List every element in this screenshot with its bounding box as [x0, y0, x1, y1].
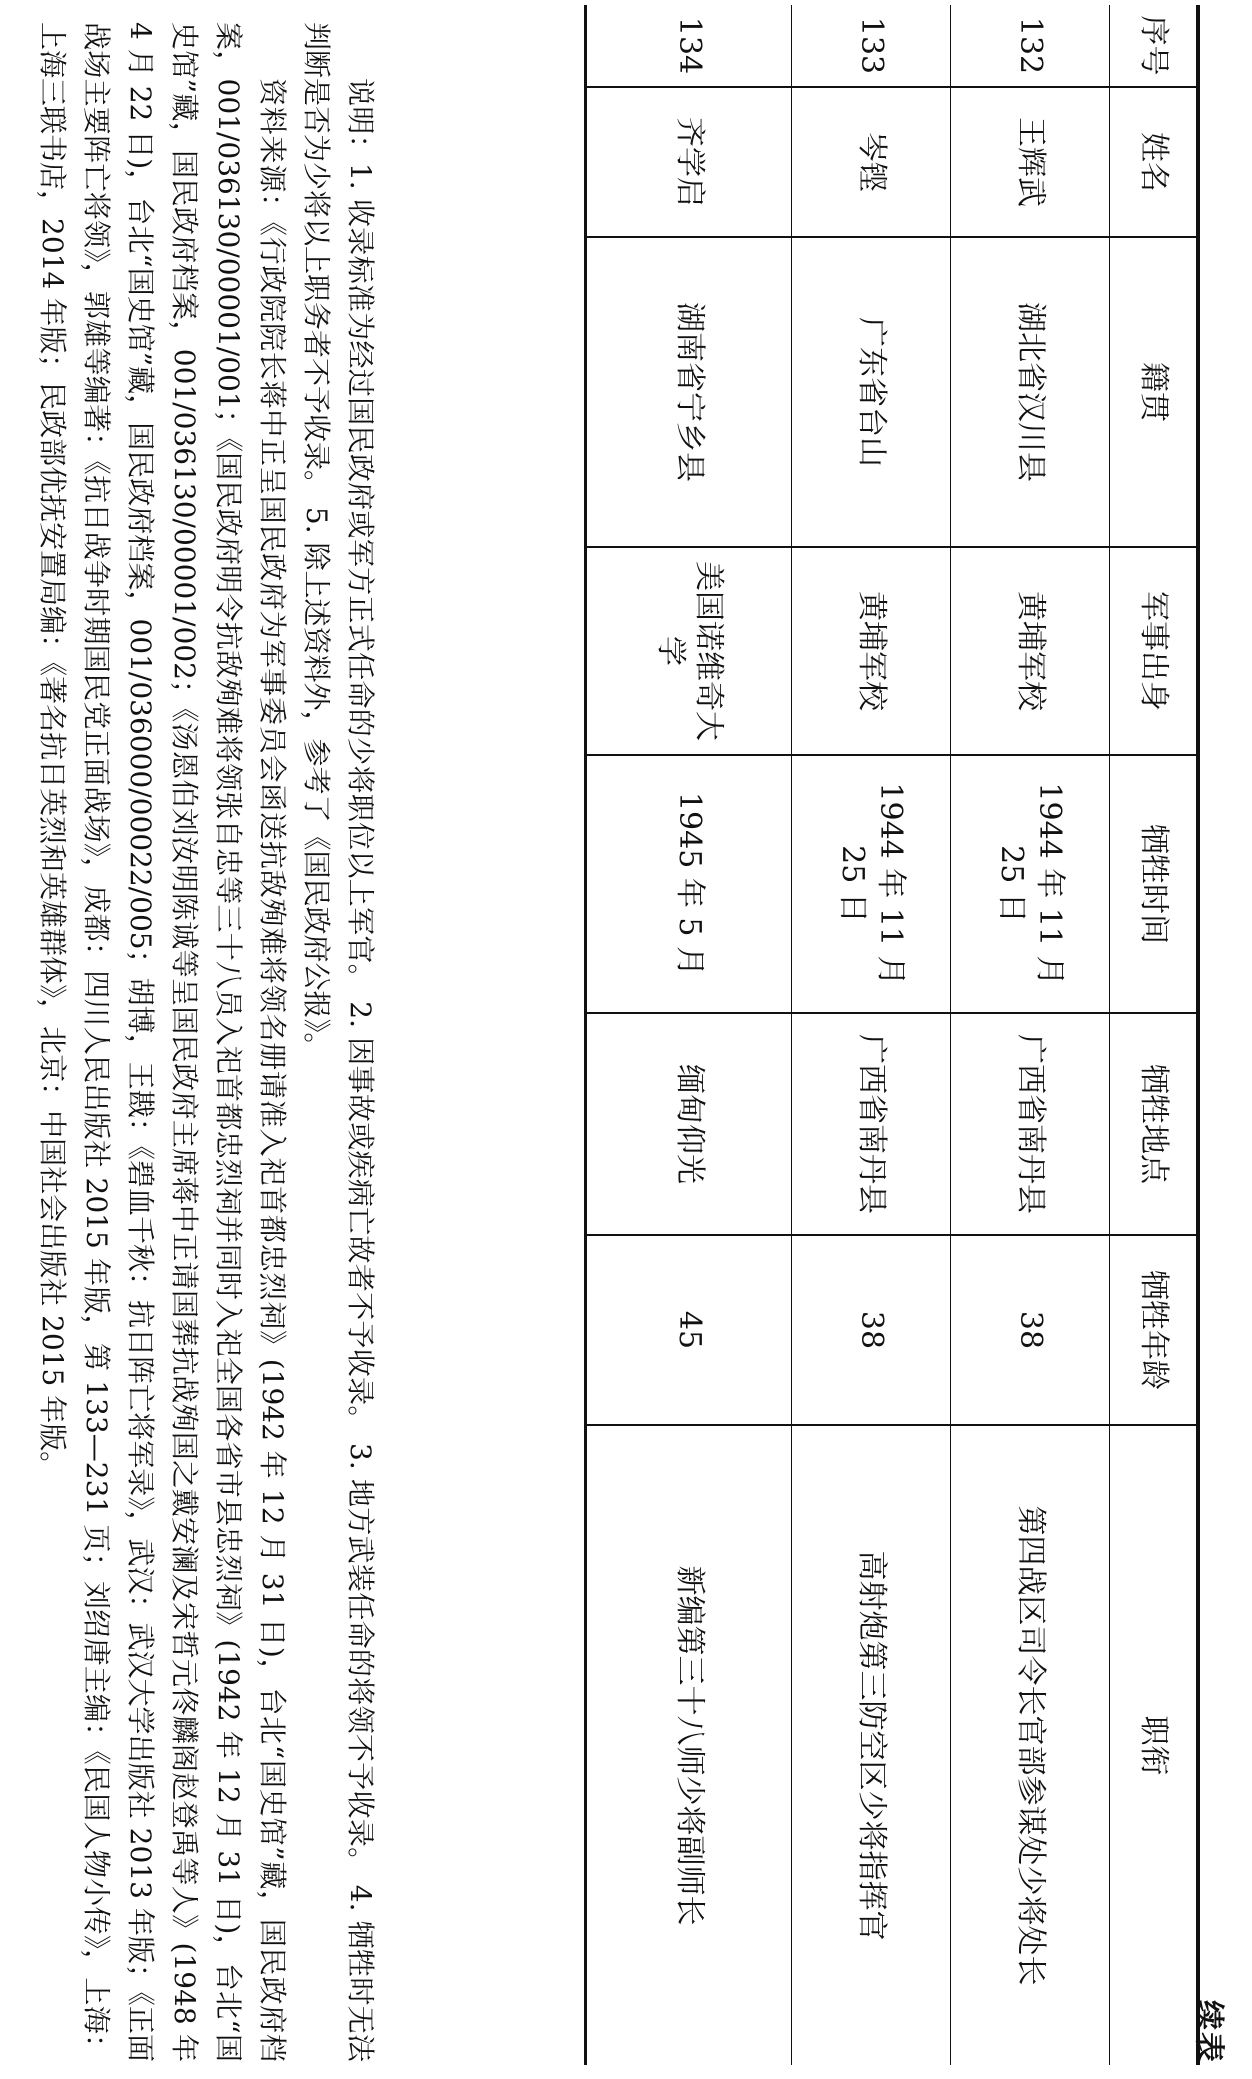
cell-death-place: 缅甸仰光	[586, 1013, 792, 1235]
header-seq: 序号	[1110, 5, 1199, 87]
cell-death-age: 38	[951, 1235, 1110, 1425]
cell-military-background: 黄埔军校	[792, 547, 951, 755]
table-header-row	[1110, 5, 1199, 2065]
cell-death-age: 45	[586, 1235, 792, 1425]
cell-seq: 132	[951, 5, 1110, 87]
cell-name: 齐学启	[586, 87, 792, 237]
continued-label: 续表	[1191, 2000, 1226, 2064]
cell-name: 王辉武	[951, 87, 1110, 237]
header-rank-title: 职衔	[1110, 1425, 1199, 2065]
cell-native-place: 湖北省汉川县	[951, 237, 1110, 547]
table-row	[586, 5, 792, 2065]
cell-military-background: 黄埔军校	[951, 547, 1110, 755]
cell-rank-title: 高射炮第三防空区少将指挥官	[792, 1425, 951, 2065]
records-table	[584, 5, 1200, 2065]
header-death-place: 牺牲地点	[1110, 1013, 1199, 1235]
cell-death-place: 广西省南丹县	[951, 1013, 1110, 1235]
sources-note: 资料来源：《行政院院长蒋中正呈国民政府为军事委员会函送抗敌殉难将领名册请准入祀首都忠烈祠》(1942 年 12 月 31 日)，台北“国史馆”藏，国民政府档案，001/036130/00001/001；《国民政府明令抗敌殉难将领张自忠等三十八员入祀首都忠烈祠并同时入祀全国各省市县忠烈祠》(1942 年 12 月 31 日)，台北“国史馆”藏，国民政府档案，001/036130/00001/002；《汤恩伯刘汝明陈诚等呈国民政府主席蒋中正请国葬抗战殉国之戴安澜及宋哲元佟麟阁赵登禹等人》(1948 年 4 月 22 日)，台北“国史馆”藏，国民政府档案，001/036000/00022/005；胡博，王戡：《碧血千秋：抗日阵亡将军录》，武汉：武汉大学出版社 2013 年版；《正面战场主要阵亡将领》，郭雄等编著：《抗日战争时期国民党正面战场》，成都：四川人民出版社 2015 年版，第 133—231 页；刘绍唐主编：《民国人物小传》，上海：上海三联书店，2014 年版；民政部优抚安置局编：《著名抗日英烈和英雄群体》，北京：中国社会出版社 2015 年版。	[36, 22, 289, 2062]
cell-rank-title: 第四战区司令长官部参谋处少将处长	[951, 1425, 1110, 2065]
explanation-note: 说明：1. 收录标准为经过国民政府或军方正式任命的少将职位以上军官。 2. 因事故或疾病亡故者不予收录。 3. 地方武装任命的将领不予收录。 4. 牺牲时无法判断是否为少将以上职务者不予收录。 5. 除上述资料外，参考了《国民政府公报》。	[300, 22, 377, 2062]
header-name: 姓名	[1110, 87, 1199, 237]
cell-death-time: 1945 年 5 月	[586, 755, 792, 1013]
cell-native-place: 湖南省宁乡县	[586, 237, 792, 547]
cell-seq: 134	[586, 5, 792, 87]
cell-death-time: 1944 年 11 月 25 日	[951, 755, 1110, 1013]
cell-rank-title: 新编第三十八师少将副师长	[586, 1425, 792, 2065]
cell-death-time: 1944 年 11 月 25 日	[792, 755, 951, 1013]
cell-military-background: 美国诺维奇大学	[586, 547, 792, 755]
notes-block	[30, 22, 382, 2062]
cell-name: 岑铿	[792, 87, 951, 237]
cell-seq: 133	[792, 5, 951, 87]
cell-death-place: 广西省南丹县	[792, 1013, 951, 1235]
cell-native-place: 广东省台山	[792, 237, 951, 547]
table-row	[792, 5, 951, 2065]
table-row	[951, 5, 1110, 2065]
cell-death-age: 38	[792, 1235, 951, 1425]
header-death-age: 牺牲年龄	[1110, 1235, 1199, 1425]
header-death-time: 牺牲时间	[1110, 755, 1199, 1013]
header-native-place: 籍贯	[1110, 237, 1199, 547]
header-military-background: 军事出身	[1110, 547, 1199, 755]
